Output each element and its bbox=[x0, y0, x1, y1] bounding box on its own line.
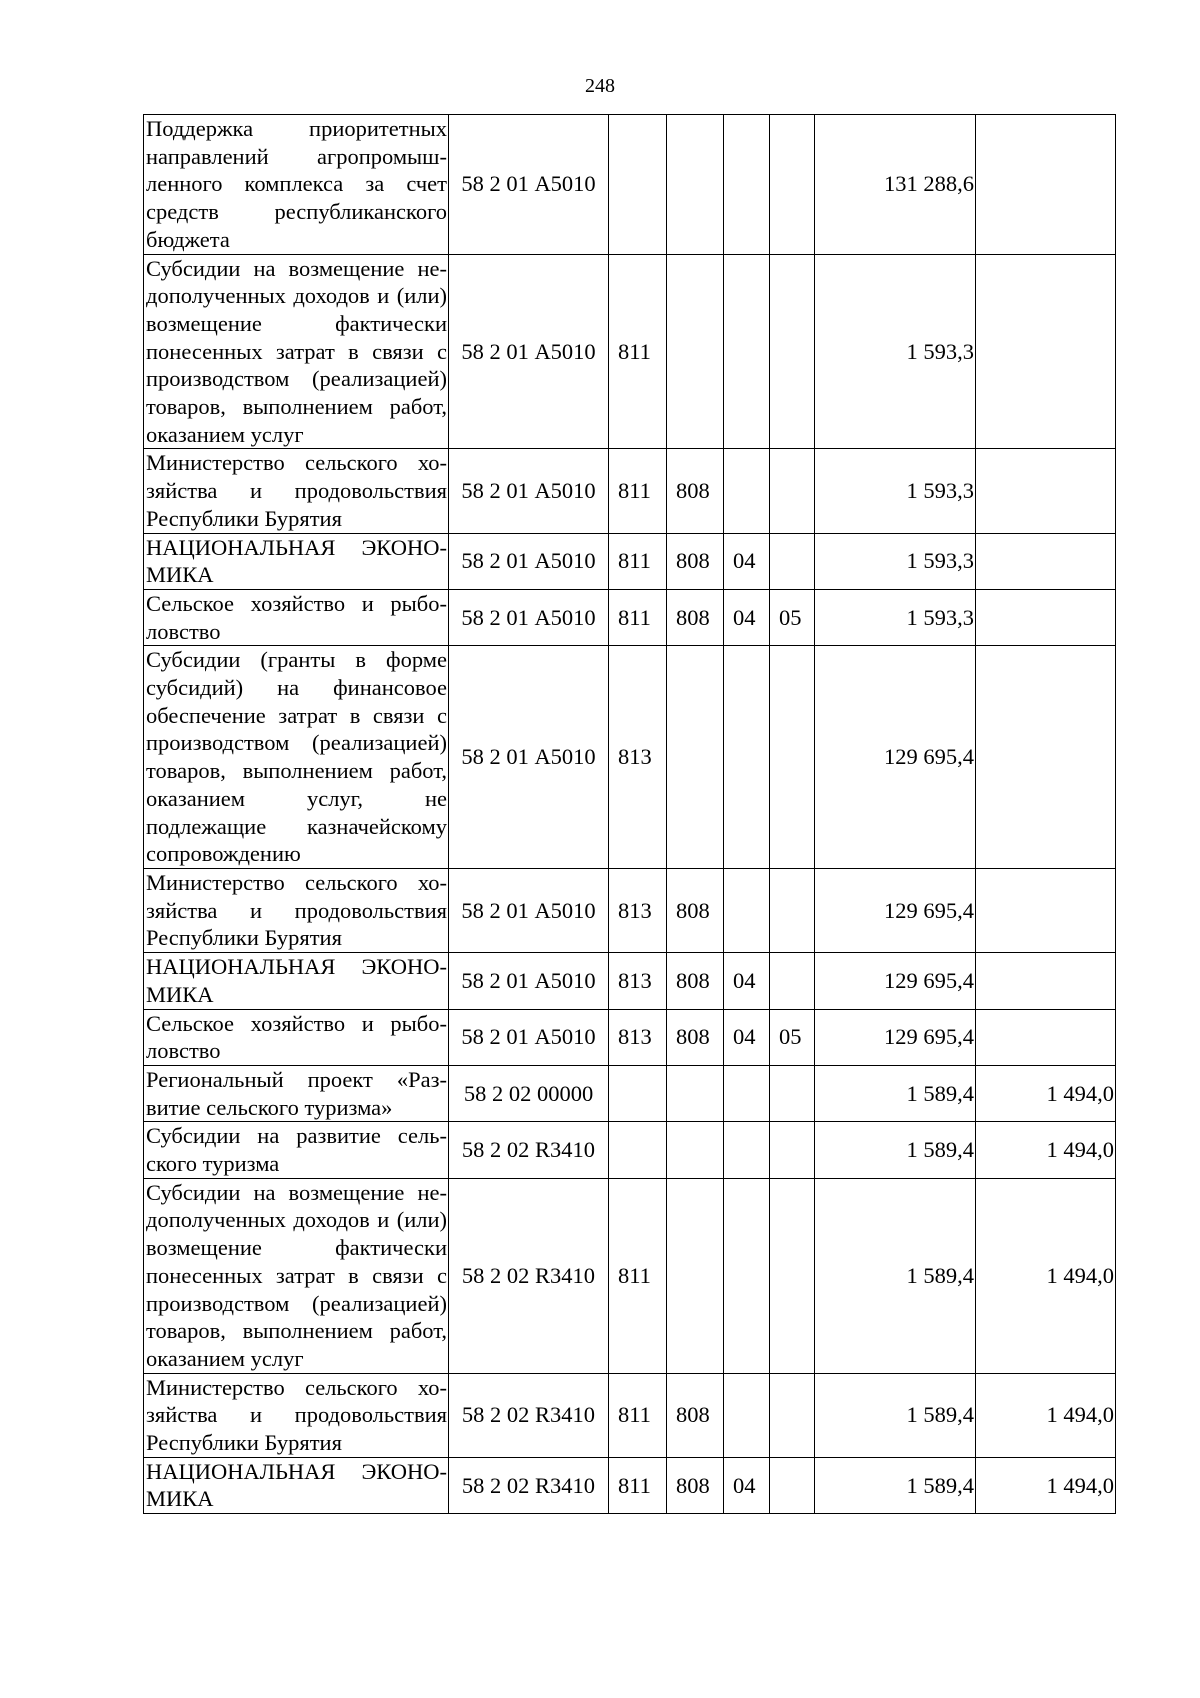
amount-year2-cell bbox=[976, 1009, 1116, 1065]
table-row bbox=[144, 449, 1116, 533]
subsection-cell bbox=[770, 1373, 815, 1457]
target-article-cell: 58 2 01 А5010 bbox=[449, 589, 609, 645]
expense-type-cell: 813 bbox=[609, 868, 667, 952]
row-name-cell: НАЦИОНАЛЬНАЯ ЭКОНОМИКА bbox=[144, 533, 449, 589]
section-cell bbox=[724, 1065, 770, 1121]
administrator-cell bbox=[667, 1065, 724, 1121]
target-article-cell: 58 2 01 А5010 bbox=[449, 953, 609, 1009]
section-cell: 04 bbox=[724, 1457, 770, 1513]
subsection-cell bbox=[770, 533, 815, 589]
row-name-cell: Министерство сельского хозяйства и продовольствия Республики Бурятия bbox=[144, 868, 449, 952]
target-article-cell: 58 2 01 А5010 bbox=[449, 1009, 609, 1065]
expense-type-cell: 811 bbox=[609, 533, 667, 589]
amount-year1-cell: 1 593,3 bbox=[815, 449, 976, 533]
expense-type-cell bbox=[609, 1122, 667, 1178]
subsection-cell bbox=[770, 953, 815, 1009]
amount-year1-cell: 1 593,3 bbox=[815, 254, 976, 449]
section-cell bbox=[724, 868, 770, 952]
administrator-cell: 808 bbox=[667, 533, 724, 589]
expense-type-cell: 813 bbox=[609, 1009, 667, 1065]
expense-type-cell: 811 bbox=[609, 449, 667, 533]
amount-year2-cell: 1 494,0 bbox=[976, 1065, 1116, 1121]
table-row bbox=[144, 533, 1116, 589]
administrator-cell bbox=[667, 1178, 724, 1373]
section-cell: 04 bbox=[724, 953, 770, 1009]
expense-type-cell: 811 bbox=[609, 589, 667, 645]
target-article-cell: 58 2 01 А5010 bbox=[449, 254, 609, 449]
amount-year1-cell: 129 695,4 bbox=[815, 1009, 976, 1065]
page-number: 248 bbox=[585, 75, 615, 97]
subsection-cell bbox=[770, 449, 815, 533]
target-article-cell: 58 2 01 А5010 bbox=[449, 449, 609, 533]
target-article-cell: 58 2 02 R3410 bbox=[449, 1122, 609, 1178]
table-row bbox=[144, 1457, 1116, 1513]
target-article-cell: 58 2 01 А5010 bbox=[449, 646, 609, 869]
administrator-cell: 808 bbox=[667, 589, 724, 645]
amount-year1-cell: 129 695,4 bbox=[815, 646, 976, 869]
expense-type-cell: 811 bbox=[609, 254, 667, 449]
administrator-cell: 808 bbox=[667, 1009, 724, 1065]
administrator-cell: 808 bbox=[667, 449, 724, 533]
table-row bbox=[144, 1373, 1116, 1457]
target-article-cell: 58 2 02 R3410 bbox=[449, 1178, 609, 1373]
row-name-cell: Субсидии на развитие сельского туризма bbox=[144, 1122, 449, 1178]
expense-type-cell: 811 bbox=[609, 1457, 667, 1513]
subsection-cell bbox=[770, 1065, 815, 1121]
row-name-cell: Министерство сельского хозяйства и продовольствия Республики Бурятия bbox=[144, 1373, 449, 1457]
row-name-cell: Поддержка приоритетных направлений агропромышленного комплекса за счет средств республиканского бюджета bbox=[144, 115, 449, 255]
subsection-cell bbox=[770, 1178, 815, 1373]
amount-year1-cell: 1 589,4 bbox=[815, 1178, 976, 1373]
subsection-cell bbox=[770, 254, 815, 449]
amount-year2-cell: 1 494,0 bbox=[976, 1457, 1116, 1513]
administrator-cell: 808 bbox=[667, 1457, 724, 1513]
row-name-cell: Сельское хозяйство и рыболовство bbox=[144, 589, 449, 645]
target-article-cell: 58 2 01 А5010 bbox=[449, 115, 609, 255]
section-cell: 04 bbox=[724, 533, 770, 589]
amount-year1-cell: 1 589,4 bbox=[815, 1065, 976, 1121]
row-name-cell: Сельское хозяйство и рыболовство bbox=[144, 1009, 449, 1065]
amount-year2-cell: 1 494,0 bbox=[976, 1373, 1116, 1457]
section-cell bbox=[724, 449, 770, 533]
amount-year2-cell bbox=[976, 533, 1116, 589]
table-row bbox=[144, 1009, 1116, 1065]
administrator-cell: 808 bbox=[667, 953, 724, 1009]
administrator-cell: 808 bbox=[667, 1373, 724, 1457]
amount-year1-cell: 1 589,4 bbox=[815, 1373, 976, 1457]
target-article-cell: 58 2 02 R3410 bbox=[449, 1373, 609, 1457]
expense-type-cell: 813 bbox=[609, 646, 667, 869]
section-cell bbox=[724, 646, 770, 869]
subsection-cell bbox=[770, 1457, 815, 1513]
section-cell: 04 bbox=[724, 1009, 770, 1065]
section-cell bbox=[724, 115, 770, 255]
amount-year1-cell: 1 593,3 bbox=[815, 589, 976, 645]
row-name-cell: НАЦИОНАЛЬНАЯ ЭКОНОМИКА bbox=[144, 953, 449, 1009]
target-article-cell: 58 2 01 А5010 bbox=[449, 533, 609, 589]
administrator-cell bbox=[667, 115, 724, 255]
expense-type-cell: 811 bbox=[609, 1178, 667, 1373]
expense-type-cell: 811 bbox=[609, 1373, 667, 1457]
target-article-cell: 58 2 02 R3410 bbox=[449, 1457, 609, 1513]
table-row bbox=[144, 953, 1116, 1009]
amount-year1-cell: 129 695,4 bbox=[815, 868, 976, 952]
amount-year1-cell: 131 288,6 bbox=[815, 115, 976, 255]
expense-type-cell bbox=[609, 115, 667, 255]
amount-year2-cell: 1 494,0 bbox=[976, 1122, 1116, 1178]
row-name-cell: Субсидии на возмещение недополученных доходов и (или) возмещение фактически понесенных затрат в связи с производством (реализацией) товаров, выполнением работ, оказанием услуг bbox=[144, 1178, 449, 1373]
section-cell: 04 bbox=[724, 589, 770, 645]
subsection-cell bbox=[770, 868, 815, 952]
section-cell bbox=[724, 1178, 770, 1373]
table-row bbox=[144, 115, 1116, 255]
table-row bbox=[144, 1122, 1116, 1178]
row-name-cell: НАЦИОНАЛЬНАЯ ЭКОНОМИКА bbox=[144, 1457, 449, 1513]
amount-year1-cell: 1 589,4 bbox=[815, 1122, 976, 1178]
administrator-cell: 808 bbox=[667, 868, 724, 952]
section-cell bbox=[724, 1373, 770, 1457]
subsection-cell: 05 bbox=[770, 589, 815, 645]
table-row bbox=[144, 868, 1116, 952]
row-name-cell: Субсидии на возмещение недополученных доходов и (или) возмещение фактически понесенных затрат в связи с производством (реализацией) товаров, выполнением работ, оказанием услуг bbox=[144, 254, 449, 449]
table-row bbox=[144, 589, 1116, 645]
amount-year2-cell bbox=[976, 449, 1116, 533]
amount-year2-cell bbox=[976, 868, 1116, 952]
subsection-cell bbox=[770, 115, 815, 255]
budget-table bbox=[143, 114, 1116, 1514]
amount-year1-cell: 1 593,3 bbox=[815, 533, 976, 589]
amount-year2-cell bbox=[976, 115, 1116, 255]
amount-year1-cell: 1 589,4 bbox=[815, 1457, 976, 1513]
section-cell bbox=[724, 254, 770, 449]
target-article-cell: 58 2 02 00000 bbox=[449, 1065, 609, 1121]
amount-year2-cell bbox=[976, 589, 1116, 645]
amount-year2-cell bbox=[976, 646, 1116, 869]
table-row bbox=[144, 646, 1116, 869]
row-name-cell: Региональный проект «Развитие сельского туризма» bbox=[144, 1065, 449, 1121]
subsection-cell: 05 bbox=[770, 1009, 815, 1065]
row-name-cell: Субсидии (гранты в форме субсидий) на финансовое обеспечение затрат в связи с производством (реализацией) товаров, выполнением работ, оказанием услуг, не подлежащие казначейскому сопровождению bbox=[144, 646, 449, 869]
administrator-cell bbox=[667, 646, 724, 869]
amount-year1-cell: 129 695,4 bbox=[815, 953, 976, 1009]
administrator-cell bbox=[667, 1122, 724, 1178]
amount-year2-cell bbox=[976, 953, 1116, 1009]
table-row bbox=[144, 1178, 1116, 1373]
expense-type-cell bbox=[609, 1065, 667, 1121]
subsection-cell bbox=[770, 646, 815, 869]
target-article-cell: 58 2 01 А5010 bbox=[449, 868, 609, 952]
expense-type-cell: 813 bbox=[609, 953, 667, 1009]
administrator-cell bbox=[667, 254, 724, 449]
section-cell bbox=[724, 1122, 770, 1178]
amount-year2-cell: 1 494,0 bbox=[976, 1178, 1116, 1373]
table-row bbox=[144, 1065, 1116, 1121]
table-row bbox=[144, 254, 1116, 449]
amount-year2-cell bbox=[976, 254, 1116, 449]
row-name-cell: Министерство сельского хозяйства и продовольствия Республики Бурятия bbox=[144, 449, 449, 533]
subsection-cell bbox=[770, 1122, 815, 1178]
